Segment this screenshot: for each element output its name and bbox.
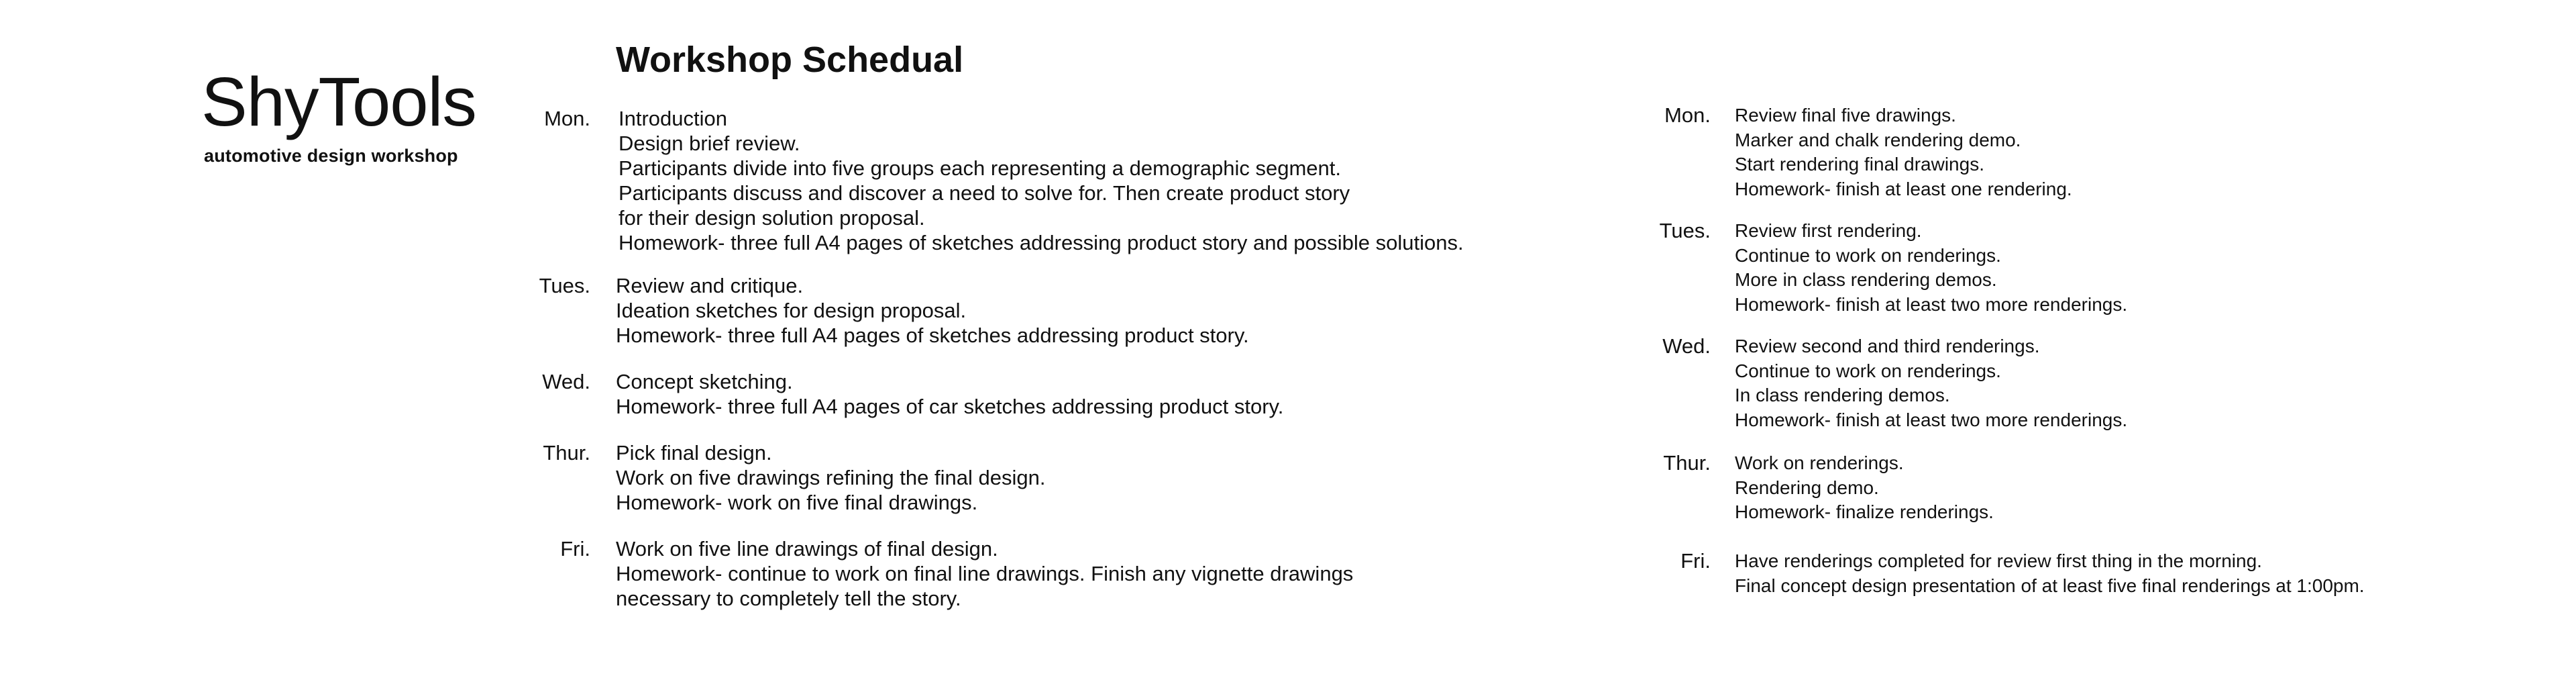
activity-line: Start rendering final drawings. xyxy=(1735,154,1984,175)
activity-line: In class rendering demos. xyxy=(1735,385,1950,405)
activity-line: necessary to completely tell the story. xyxy=(616,587,961,610)
day-activities xyxy=(1735,334,2127,432)
activity-line: Rendering demo. xyxy=(1735,477,1879,498)
activity-line: Homework- finish at least two more renderings. xyxy=(1735,409,2128,430)
activity-line: Homework- three full A4 pages of car sketches addressing product story. xyxy=(616,395,1284,418)
activity-line: Review final five drawings. xyxy=(1735,105,1956,126)
day-label: Wed. xyxy=(542,370,590,393)
activity-line: Homework- finalize renderings. xyxy=(1735,501,1994,522)
activity-line: Pick final design. xyxy=(616,441,772,465)
day-activities xyxy=(616,369,1283,419)
activity-line: Review second and third renderings. xyxy=(1735,336,2040,356)
activity-line: Participants divide into five groups each representing a demographic segment. xyxy=(619,156,1342,180)
day-label: Thur. xyxy=(543,441,590,465)
activity-line: Work on five line drawings of final design. xyxy=(616,537,998,561)
activity-line: Marker and chalk rendering demo. xyxy=(1735,129,2021,150)
activity-line: Continue to work on renderings. xyxy=(1735,360,2001,381)
page-title: Workshop Schedual xyxy=(616,40,964,80)
day-activities xyxy=(1735,103,2072,201)
activity-line: Homework- three full A4 pages of sketches addressing product story and possible solutions. xyxy=(619,231,1464,254)
day-label: Fri. xyxy=(560,537,590,561)
activity-line: Homework- three full A4 pages of sketches addressing product story. xyxy=(616,324,1249,347)
activity-line: Ideation sketches for design proposal. xyxy=(616,299,967,322)
day-activities xyxy=(1735,451,1994,525)
day-activities xyxy=(619,106,1464,255)
day-label: Thur. xyxy=(1663,451,1711,475)
activity-line: Introduction xyxy=(619,107,727,130)
activity-line: Final concept design presentation of at least five final renderings at 1:00pm. xyxy=(1735,575,2365,596)
day-label: Mon. xyxy=(1664,103,1711,127)
day-label: Mon. xyxy=(544,107,590,130)
day-activities xyxy=(616,440,1045,515)
activity-line: Design brief review. xyxy=(619,132,800,155)
day-label: Tues. xyxy=(1659,219,1711,242)
activity-line: Have renderings completed for review first thing in the morning. xyxy=(1735,550,2262,571)
brand xyxy=(201,63,476,166)
activity-line: Concept sketching. xyxy=(616,370,793,393)
activity-line: Continue to work on renderings. xyxy=(1735,244,2001,266)
brand-name: ShyTools xyxy=(201,63,476,140)
activity-line: Homework- continue to work on final line drawings. Finish any vignette drawings xyxy=(616,562,1354,585)
day-activities xyxy=(1735,549,2365,598)
activity-line: Participants discuss and discover a need to solve for. Then create product story xyxy=(619,181,1350,205)
activity-line: Work on renderings. xyxy=(1735,452,1904,473)
activity-line: Review first rendering. xyxy=(1735,220,1922,241)
activity-line: Homework- work on five final drawings. xyxy=(616,491,978,514)
day-label: Wed. xyxy=(1662,334,1711,358)
day-activities xyxy=(1735,219,2127,317)
day-label: Fri. xyxy=(1680,549,1711,573)
day-activities xyxy=(616,536,1353,611)
activity-line: Homework- finish at least one rendering. xyxy=(1735,178,2072,199)
day-activities xyxy=(616,273,1249,348)
activity-line: Work on five drawings refining the final design. xyxy=(616,466,1046,489)
activity-line: Review and critique. xyxy=(616,274,804,297)
day-label: Tues. xyxy=(539,274,590,297)
activity-line: Homework- finish at least two more renderings. xyxy=(1735,293,2128,315)
activity-line: for their design solution proposal. xyxy=(619,206,925,230)
brand-tagline: automotive design workshop xyxy=(204,146,458,166)
activity-line: More in class rendering demos. xyxy=(1735,269,1997,290)
